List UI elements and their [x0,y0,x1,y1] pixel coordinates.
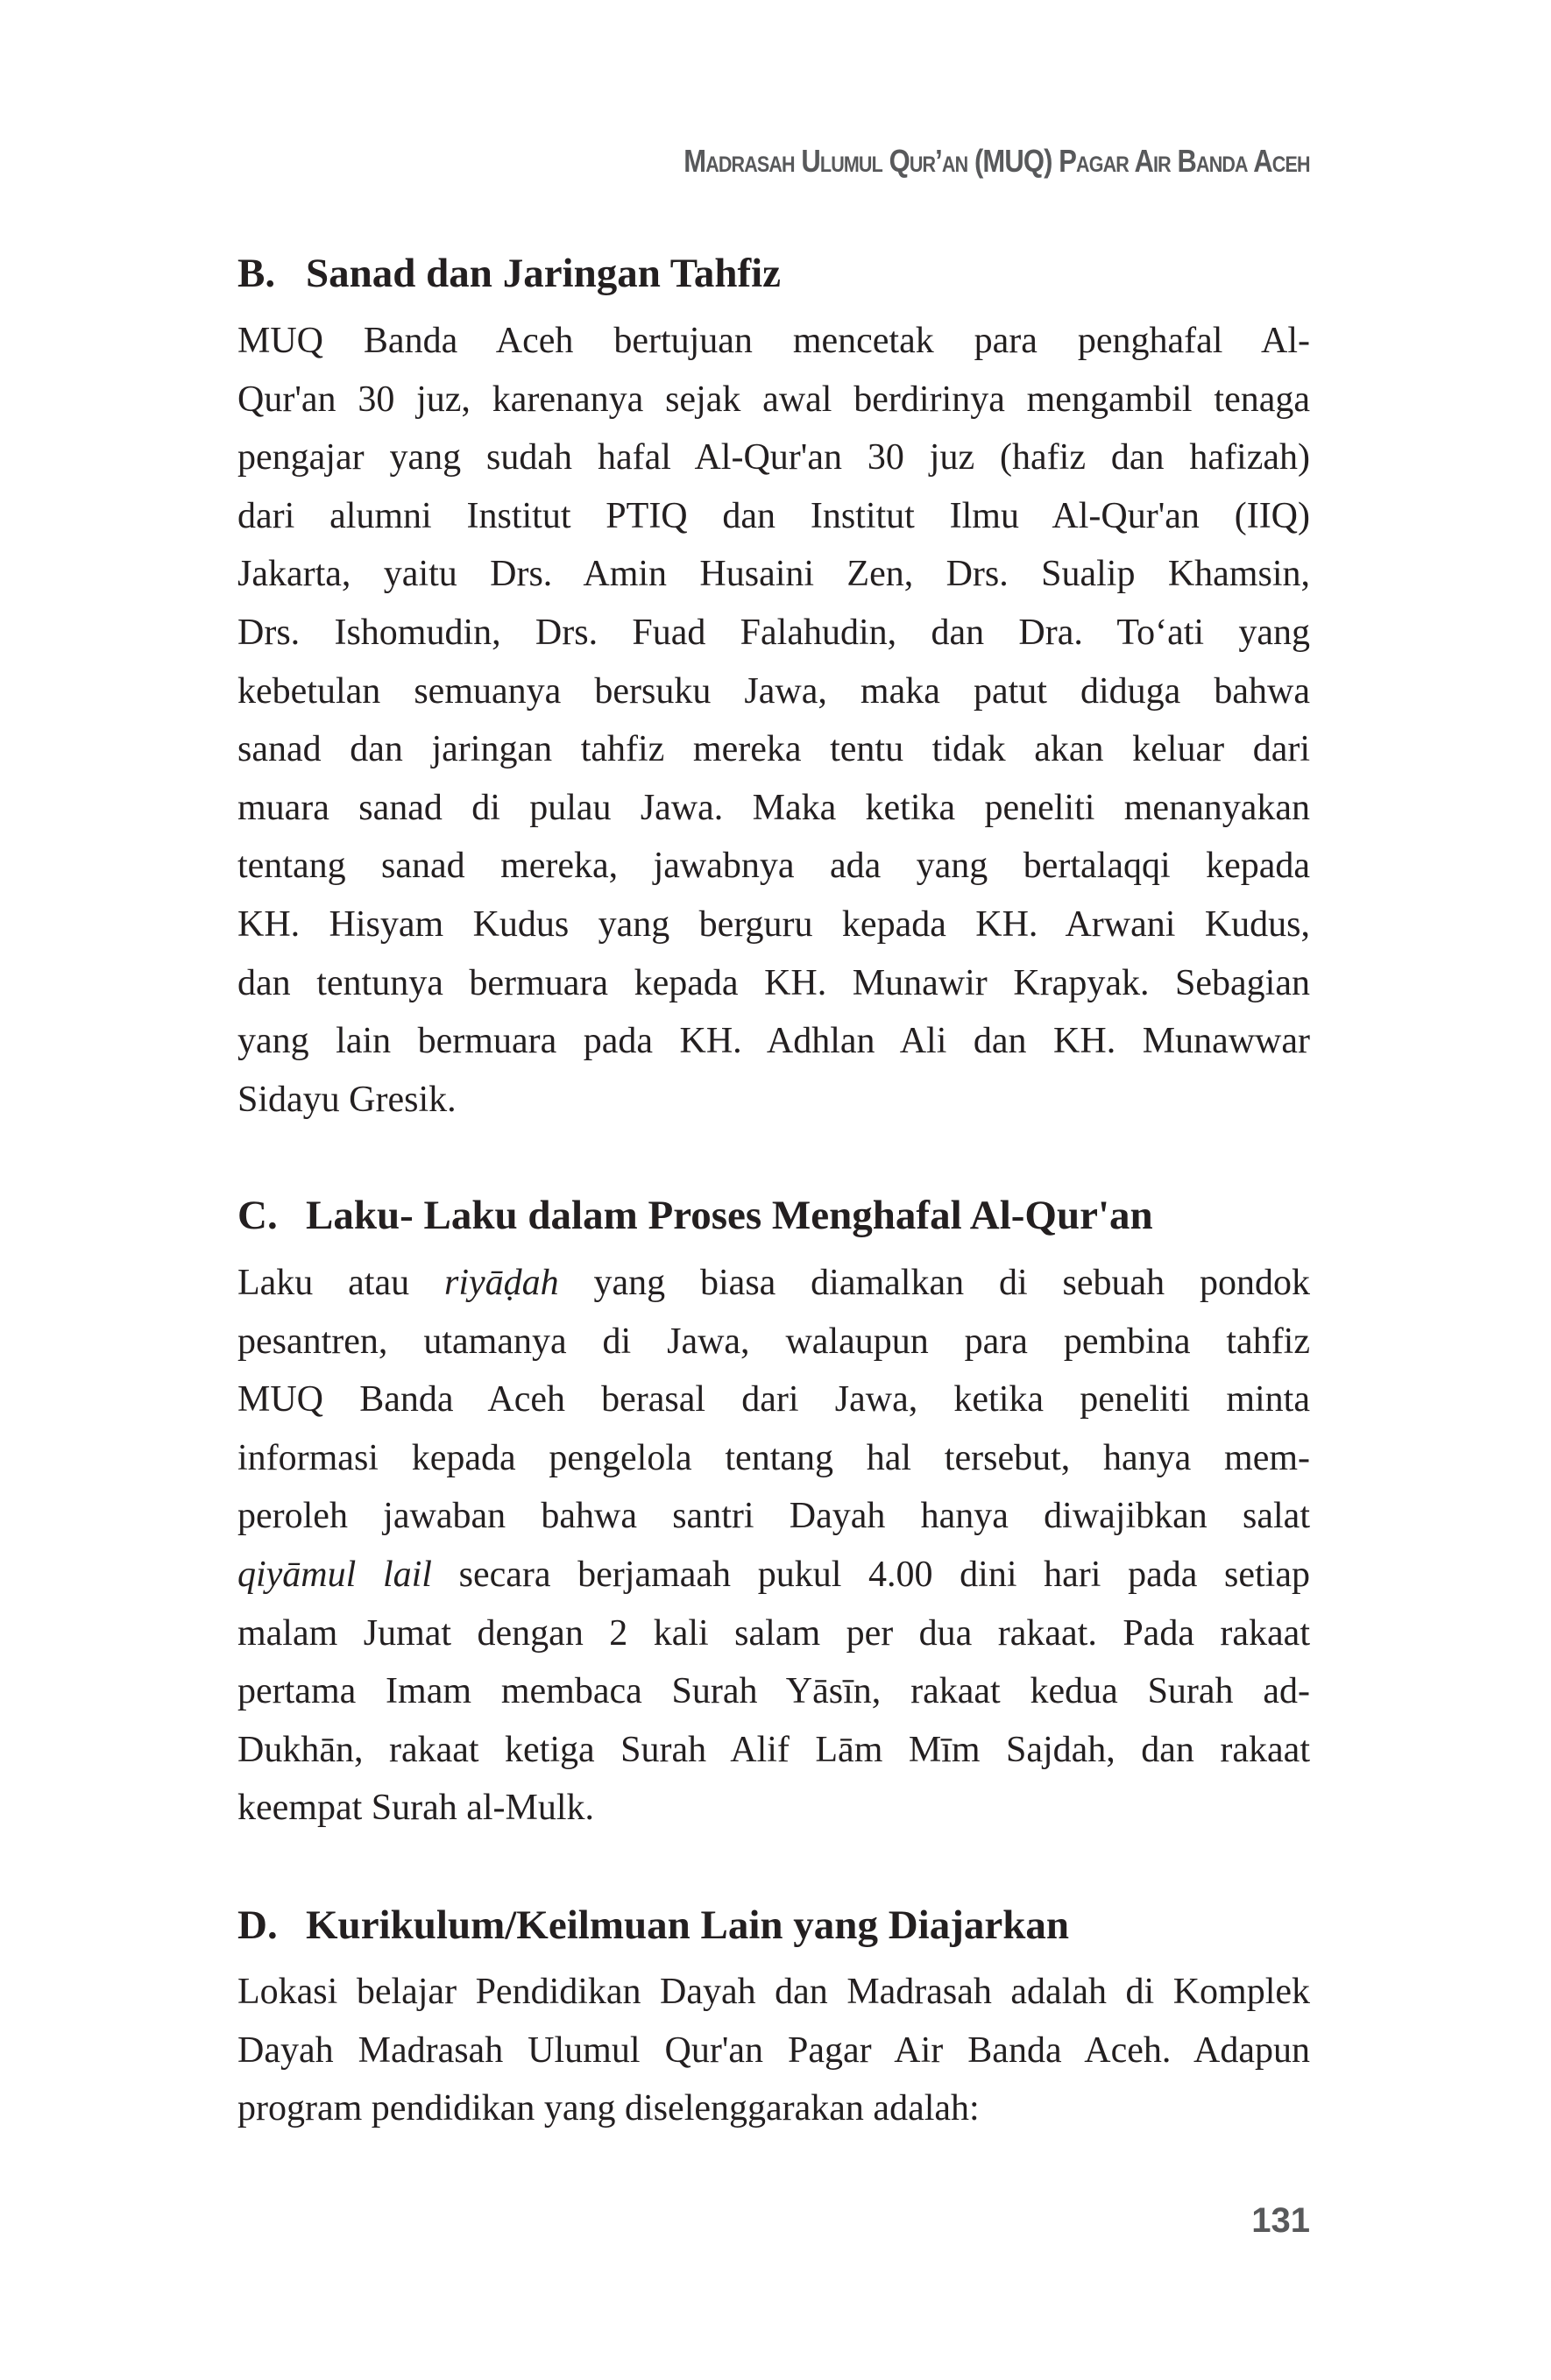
text-line [237,1071,1310,1129]
text-line [237,1546,1310,1604]
italic-term: qiyāmul lail [237,1555,432,1595]
text-segment: keempat Surah al-Mulk. [237,1788,595,1829]
text-segment: Drs. Ishomudin, Drs. Fuad Falahudin, dan Dra. To‘ati yang [237,613,1310,653]
text-segment: muara sanad di pulau Jawa. Maka ketika peneliti menanyakan [237,787,1310,828]
section-number: B. [237,251,276,296]
text-segment: KH. Hisyam Kudus yang berguru kepada KH. Arwani Kudus, [237,904,1310,945]
text-segment: Jakarta, yaitu Drs. Amin Husaini Zen, Drs. Sualip Khamsin, [237,554,1310,595]
section-title: Kurikulum/Keilmuan Lain yang Diajarkan [306,1902,1069,1948]
text-line [237,1012,1310,1070]
section-heading [237,1902,1069,1949]
text-segment: sanad dan jaringan tahfiz mereka tentu tidak akan keluar dari [237,729,1310,770]
text-segment: tentang sanad mereka, jawabnya ada yang bertalaqqi kepada [237,846,1310,887]
text-segment: MUQ Banda Aceh berasal dari Jawa, ketika peneliti minta [237,1379,1310,1420]
text-line [237,312,1310,370]
text-line [237,720,1310,778]
text-segment: pengajar yang sudah hafal Al-Qur'an 30 juz (hafiz dan hafizah) [237,437,1310,478]
text-line [237,2022,1310,2079]
text-line [237,371,1310,429]
text-segment: yang biasa diamalkan di sebuah pondok [558,1263,1310,1303]
section-heading [237,250,781,297]
text-segment: informasi kepada pengelola tentang hal tersebut, hanya mem- [237,1437,1310,1478]
text-line [237,1371,1310,1428]
text-segment: program pendidikan yang diselenggarakan adalah: [237,2088,980,2129]
text-segment: peroleh jawaban bahwa santri Dayah hanya diwajibkan salat [237,1496,1310,1537]
section-number: D. [237,1902,278,1948]
text-line [237,545,1310,603]
text-line [237,1487,1310,1545]
text-segment: dan tentunya bermuara kepada KH. Munawir Krapyak. Sebagian [237,962,1310,1003]
text-line [237,1662,1310,1720]
section-title: Laku- Laku dalam Proses Menghafal Al-Qur'an [306,1193,1153,1238]
text-line [237,2079,1310,2137]
text-segment: yang lain bermuara pada KH. Adhlan Ali dan KH. Munawwar [237,1021,1310,1062]
text-segment: Dukhān, rakaat ketiga Surah Alif Lām Mīm Sajdah, dan rakaat [237,1729,1310,1770]
text-segment: MUQ Banda Aceh bertujuan mencetak para penghafal Al- [237,321,1310,361]
text-line [237,896,1310,953]
section-title: Sanad dan Jaringan Tahfiz [306,251,782,296]
text-line [237,1429,1310,1487]
text-line [237,1254,1310,1312]
text-segment: Sidayu Gresik. [237,1079,457,1120]
text-line [237,487,1310,545]
text-line [237,779,1310,837]
text-line [237,954,1310,1012]
page-number: 131 [1251,2201,1310,2240]
section-number: C. [237,1193,278,1238]
text-line [237,429,1310,486]
text-segment: Dayah Madrasah Ulumul Qur'an Pagar Air Banda Aceh. Adapun [237,2029,1310,2071]
text-line [237,1721,1310,1779]
text-segment: pesantren, utamanya di Jawa, walaupun para pembina tahfiz [237,1321,1310,1362]
text-line [237,1604,1310,1662]
text-segment: Lokasi belajar Pendidikan Dayah dan Madrasah adalah di Komplek [237,1972,1310,2012]
text-segment: Qur'an 30 juz, karenanya sejak awal berdirinya mengambil tenaga [237,379,1310,420]
running-head: Madrasah Ulumul Qur’an (MUQ) Pagar Air Banda Aceh [683,143,1310,179]
text-segment: pertama Imam membaca Surah Yāsīn, rakaat kedua Surah ad- [237,1671,1310,1712]
text-segment: dari alumni Institut PTIQ dan Institut Ilmu Al-Qur'an (IIQ) [237,495,1310,536]
section-heading [237,1192,1153,1239]
text-segment: kebetulan semuanya bersuku Jawa, maka patut diduga bahwa [237,670,1310,712]
text-segment: Laku atau [237,1263,444,1303]
text-line [237,662,1310,720]
text-line [237,837,1310,895]
text-line [237,1963,1310,2021]
text-segment: secara berjamaah pukul 4.00 dini hari pada setiap [431,1555,1310,1595]
text-segment: malam Jumat dengan 2 kali salam per dua rakaat. Pada rakaat [237,1612,1310,1654]
text-line [237,1779,1310,1837]
text-line [237,1313,1310,1371]
text-line [237,604,1310,662]
italic-term: riyāḍah [443,1263,559,1303]
